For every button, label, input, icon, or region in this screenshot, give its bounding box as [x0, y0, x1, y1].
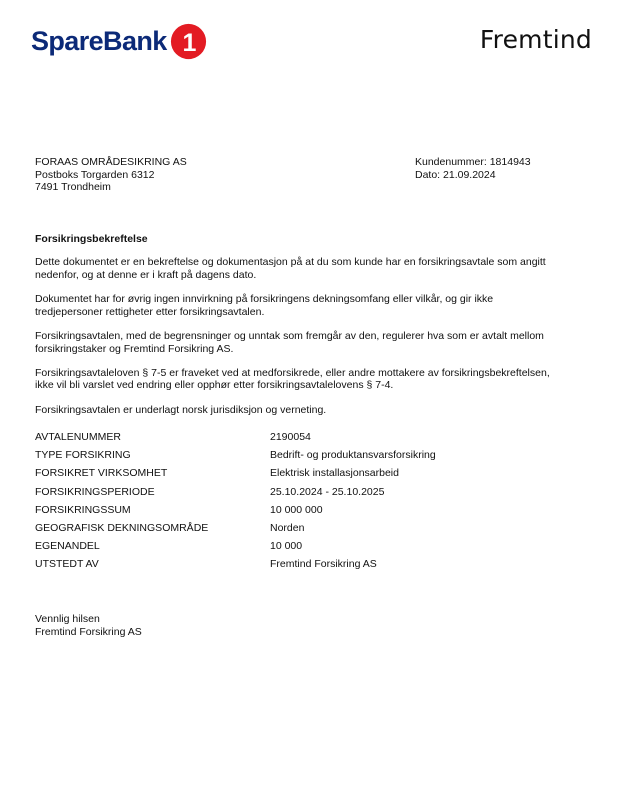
table-row	[35, 519, 520, 537]
row-value: Fremtind Forsikring AS	[270, 558, 377, 571]
recipient-address-line1: Postboks Torgarden 6312	[35, 168, 155, 181]
row-value: 10 000 000	[270, 503, 323, 516]
row-label: FORSIKRINGSPERIODE	[35, 485, 155, 498]
row-value: 2190054	[270, 431, 311, 443]
table-row	[35, 483, 520, 501]
paragraph: Forsikringsavtalen, med de begrensninger og unntak som fremgår av den, regulerer hva som er avtalt mellom forsikringstaker og Fremtind Forsikring AS.	[35, 329, 544, 355]
recipient-address	[35, 156, 187, 194]
row-label: FORSIKRET VIRKSOMHET	[35, 467, 168, 480]
row-label: UTSTEDT AV	[35, 558, 99, 571]
table-row	[35, 446, 520, 464]
table-row	[35, 537, 520, 555]
row-label: AVTALENUMMER	[35, 431, 121, 443]
row-label: GEOGRAFISK DEKNINGSOMRÅDE	[35, 521, 209, 534]
document-title: Forsikringsbekreftelse	[35, 233, 148, 245]
fremtind-logo: Fremtind	[479, 25, 592, 54]
sparebank-logo-text: SpareBank	[31, 25, 167, 56]
body-text	[35, 256, 555, 428]
closing-signature: Fremtind Forsikring AS	[35, 625, 142, 638]
row-value: 25.10.2024 - 25.10.2025	[270, 485, 385, 498]
row-label: FORSIKRINGSSUM	[35, 503, 131, 516]
table-row	[35, 464, 520, 482]
row-value: Elektrisk installasjonsarbeid	[270, 467, 399, 480]
document-meta	[415, 156, 531, 181]
closing	[35, 613, 142, 638]
table-row	[35, 555, 520, 573]
recipient-name: FORAAS OMRÅDESIKRING AS	[35, 156, 187, 168]
paragraph: Forsikringsavtalen er underlagt norsk jurisdiksjon og verneting.	[35, 403, 327, 416]
row-value: Bedrift- og produktansvarsforsikring	[270, 449, 436, 462]
row-value: 10 000	[270, 540, 303, 553]
paragraph: Dokumentet har for øvrig ingen innvirkning på forsikringens dekningsomfang eller vilkår, og gir ikke tredjepersoner rettigheter etter forsikringsavtalen.	[35, 292, 494, 318]
customer-number: Kundenummer: 1814943	[415, 156, 531, 168]
document-date: Dato: 21.09.2024	[415, 168, 496, 181]
recipient-address-line2: 7491 Trondheim	[35, 181, 111, 193]
table-row	[35, 501, 520, 519]
insurance-details-table	[35, 428, 520, 574]
paragraph: Forsikringsavtaleloven § 7-5 er fraveket ved at medforsikrede, eller andre mottakere av forsikringsbekreftelsen, ikke vil bli varslet ved endring eller opphør etter forsikringsavtalelovens § 7-4.	[35, 366, 550, 392]
table-row	[35, 428, 520, 446]
row-label: EGENANDEL	[35, 540, 100, 553]
sparebank-badge-number: 1	[182, 28, 197, 57]
paragraph: Dette dokumentet er en bekreftelse og dokumentasjon på at du som kunde har en forsikringsavtale som angitt nedenfor, og at denne er i kraft på dagens dato.	[35, 256, 546, 281]
sparebank-one-badge-icon	[170, 23, 207, 60]
sparebank1-logo	[31, 21, 207, 61]
closing-greeting: Vennlig hilsen	[35, 613, 100, 625]
row-value: Norden	[270, 521, 305, 534]
row-label: TYPE FORSIKRING	[35, 449, 131, 462]
